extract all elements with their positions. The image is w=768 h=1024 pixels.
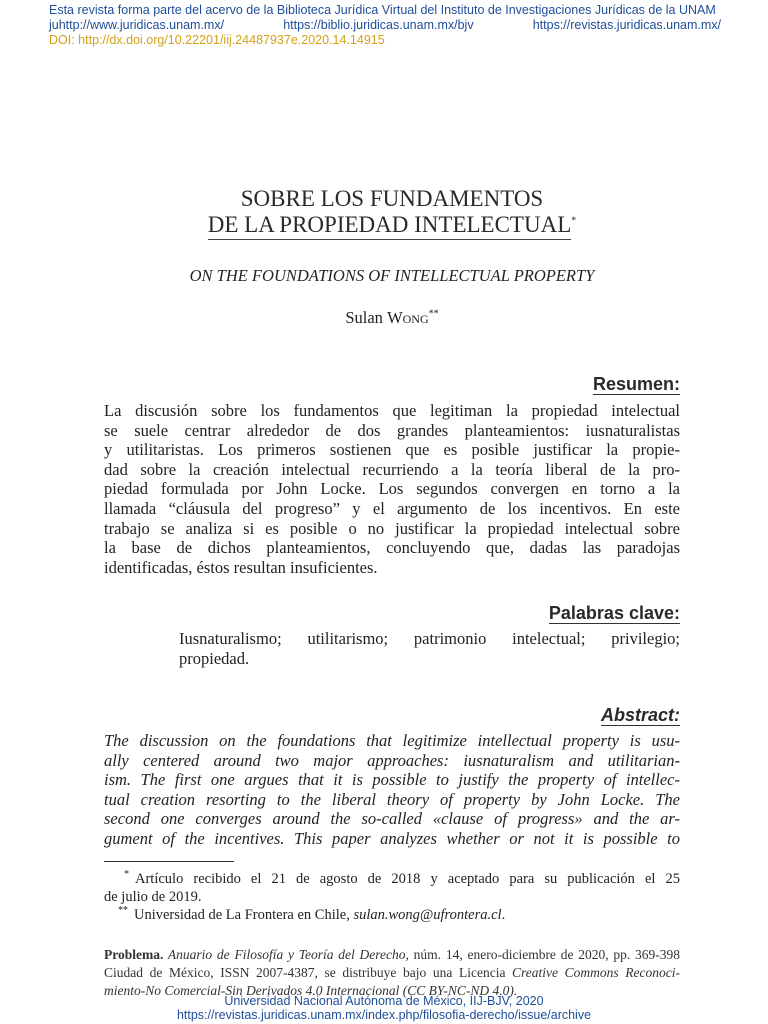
link-revistas[interactable]: https://revistas.juridicas.unam.mx/ bbox=[532, 18, 721, 32]
author-surname: Wong bbox=[387, 308, 429, 327]
author-email[interactable]: sulan.wong@ufrontera.cl bbox=[353, 906, 502, 923]
footer-archive-link[interactable]: https://revistas.juridicas.unam.mx/index.php/filosofia-derecho/issue/archive bbox=[176, 1008, 592, 1022]
footnote-1-line: * Artículo recibido el 21 de agosto de 2018 y aceptado para su publicación el 25 bbox=[124, 869, 680, 887]
resumen-line: identificadas, éstos resultan insuficientes. bbox=[104, 557, 378, 577]
article-title-line2 bbox=[104, 212, 680, 238]
publication-line: miento-No Comercial-Sin Derivados 4.0 Internacional (CC BY-NC-ND 4.0). bbox=[104, 983, 518, 998]
author-footnote-mark[interactable]: ** bbox=[428, 308, 439, 320]
publication-line: Problema. Anuario de Filosofía y Teoría del Derecho, núm. 14, enero-diciembre de 2020, pp. 369-398 bbox=[104, 947, 681, 962]
keywords-line: propiedad. bbox=[179, 648, 250, 668]
footnote-1 bbox=[104, 866, 680, 906]
publication-line: Ciudad de México, ISSN 2007-4387, se distribuye bajo una Licencia Creative Commons Reconoci- bbox=[104, 965, 680, 980]
header-links bbox=[49, 18, 721, 32]
keywords-line: Iusnaturalismo; utilitarismo; patrimonio intelectual; privilegio; bbox=[179, 629, 680, 648]
resumen-heading: Resumen: bbox=[592, 374, 680, 394]
author: Sulan Wong** bbox=[345, 308, 439, 327]
journal-name: Problema. bbox=[104, 947, 164, 962]
title-footnote-mark[interactable]: * bbox=[571, 215, 577, 227]
footnote-1-line: de julio de 2019. bbox=[104, 888, 202, 905]
article-title-underlined: DE LA PROPIEDAD INTELECTUAL bbox=[208, 212, 572, 240]
footnote-2-mark: ** bbox=[118, 905, 128, 916]
abstract-line: gument of the incentives. This paper analyzes whether or not it is possible to bbox=[104, 828, 680, 848]
abstract-heading: Abstract: bbox=[600, 705, 680, 725]
resumen-line: dad sobre la creación intelectual recurriendo a la teoría liberal de la pro- bbox=[104, 459, 680, 479]
resumen-line: La discusión sobre los fundamentos que legitiman la propiedad intelectual bbox=[104, 401, 680, 420]
link-biblio[interactable]: https://biblio.juridicas.unam.mx/bjv bbox=[283, 18, 474, 32]
footer-institution: Universidad Nacional Autónoma de México, IIJ-BJV, 2020 bbox=[224, 994, 544, 1008]
doi-link[interactable]: DOI: http://dx.doi.org/10.22201/iij.24487937e.2020.14.14915 bbox=[49, 33, 385, 47]
resumen-line: trabajo se analiza si es posible o no justificar la propiedad intelectual sobre bbox=[104, 518, 680, 538]
english-title: ON THE FOUNDATIONS OF INTELLECTUAL PROPERTY bbox=[189, 266, 595, 285]
publication-info bbox=[104, 946, 680, 1000]
resumen-line: se suele centrar alrededor de dos grandes planteamientos: iusnaturalistas bbox=[104, 420, 680, 440]
resumen-line: la base de dichos planteamientos, concluyendo que, dadas las paradojas bbox=[104, 538, 680, 558]
palabras-clave-text bbox=[179, 629, 680, 668]
abstract-line: second one converges around the so-called «clause of progress» and the ar- bbox=[104, 809, 680, 829]
article-title-line1: SOBRE LOS FUNDAMENTOS bbox=[240, 186, 544, 211]
abstract-text bbox=[104, 731, 680, 849]
palabras-clave-heading: Palabras clave: bbox=[548, 603, 680, 623]
repository-notice: Esta revista forma parte del acervo de la Biblioteca Jurídica Virtual del Instituto de Investigaciones Jurídicas de la UNAM bbox=[49, 3, 716, 17]
abstract-line: ally centered around two major approaches: iusnaturalism and utilitarian- bbox=[104, 750, 680, 770]
abstract-line: tual creation resorting to the liberal theory of property by John Locke. The bbox=[104, 789, 680, 809]
resumen-line: piedad formulada por John Locke. Los segundos convergen en torno a la bbox=[104, 479, 680, 499]
footnote-2 bbox=[104, 902, 680, 924]
footnote-2-line: ** Universidad de La Frontera en Chile, sulan.wong@ufrontera.cl. bbox=[118, 905, 506, 923]
link-juridicas[interactable]: juhttp://www.juridicas.unam.mx/ bbox=[49, 18, 225, 32]
abstract-line: The discussion on the foundations that legitimize intellectual property is usu- bbox=[104, 731, 680, 750]
resumen-line: llamada “cláusula del progreso” y el argumento de los incentivos. En este bbox=[104, 498, 680, 518]
abstract-line: ism. The first one argues that it is possible to justify the property of intellec- bbox=[104, 770, 680, 790]
resumen-text bbox=[104, 401, 680, 577]
footnote-divider bbox=[104, 861, 234, 862]
resumen-line: y utilitaristas. Los primeros sostienen que es posible justificar la propie- bbox=[104, 440, 680, 460]
footnote-1-mark: * bbox=[124, 869, 129, 880]
license-name: Creative Commons Reconoci- bbox=[512, 965, 680, 980]
